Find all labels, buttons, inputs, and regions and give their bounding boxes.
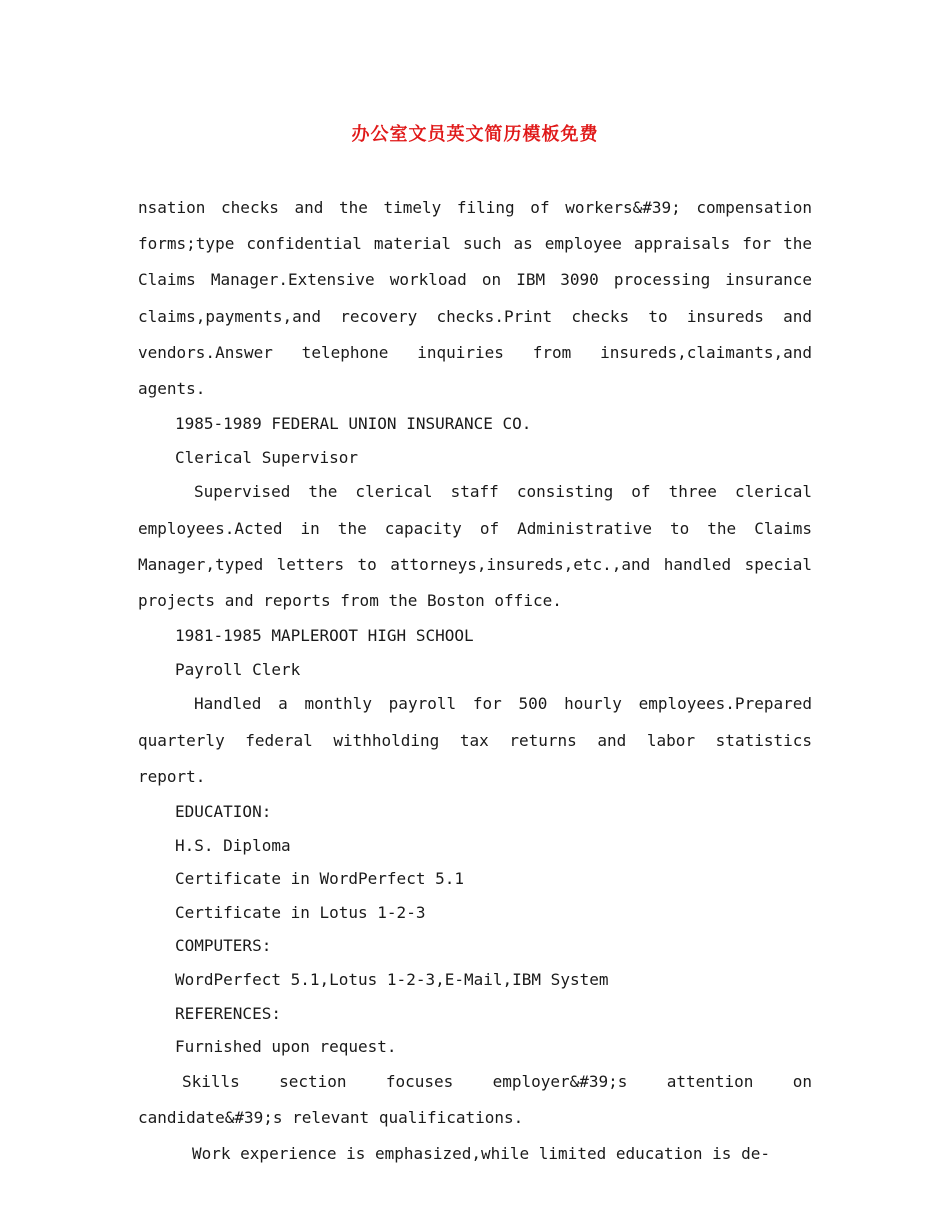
references-value: Furnished upon request. bbox=[175, 1037, 397, 1057]
education-item: Certificate in Lotus 1-2-3 bbox=[175, 902, 426, 922]
computers-heading: COMPUTERS: bbox=[175, 936, 272, 956]
experience-paragraph-1: nsation checks and the timely filing of workers&#39; compensation forms;type confidential material such as employee appraisals for the Claims Manager.Extensive workload on IBM 3090 processing insurance claims,payments,and recovery checks.Print checks to insureds and vendors.Answer telephone inquiries from insureds,claimants,and agents. bbox=[138, 198, 812, 399]
job-heading-federal-union: 1985-1989 FEDERAL UNION INSURANCE CO. bbox=[175, 414, 532, 434]
document-title: 办公室文员英文简历模板免费 bbox=[351, 124, 599, 145]
note-paragraph-work-experience: Work experience is emphasized,while limited education is de- bbox=[192, 1144, 770, 1164]
computers-value: WordPerfect 5.1,Lotus 1-2-3,E-Mail,IBM System bbox=[175, 969, 609, 989]
education-heading: EDUCATION: bbox=[175, 802, 272, 822]
job-role-payroll-clerk: Payroll Clerk bbox=[175, 659, 301, 679]
document-body bbox=[138, 190, 812, 1172]
references-heading: REFERENCES: bbox=[175, 1003, 281, 1023]
education-item: Certificate in WordPerfect 5.1 bbox=[175, 869, 464, 889]
job-description-clerical-supervisor: Supervised the clerical staff consisting of three clerical employees.Acted in the capacity of Administrative to the Claims Manager,typed letters to attorneys,insureds,etc.,and handled special projects and reports from the Boston office. bbox=[138, 482, 812, 611]
job-heading-maple-root: 1981-1985 MAPLEROOT HIGH SCHOOL bbox=[175, 626, 474, 646]
note-paragraph-skills: Skills section focuses employer&#39;s attention on candidate&#39;s relevant qualifications. bbox=[138, 1071, 812, 1127]
job-role-clerical-supervisor: Clerical Supervisor bbox=[175, 447, 359, 467]
job-description-payroll-clerk: Handled a monthly payroll for 500 hourly employees.Prepared quarterly federal withholding tax returns and labor statistics report. bbox=[138, 694, 812, 786]
education-item: H.S. Diploma bbox=[175, 835, 291, 855]
